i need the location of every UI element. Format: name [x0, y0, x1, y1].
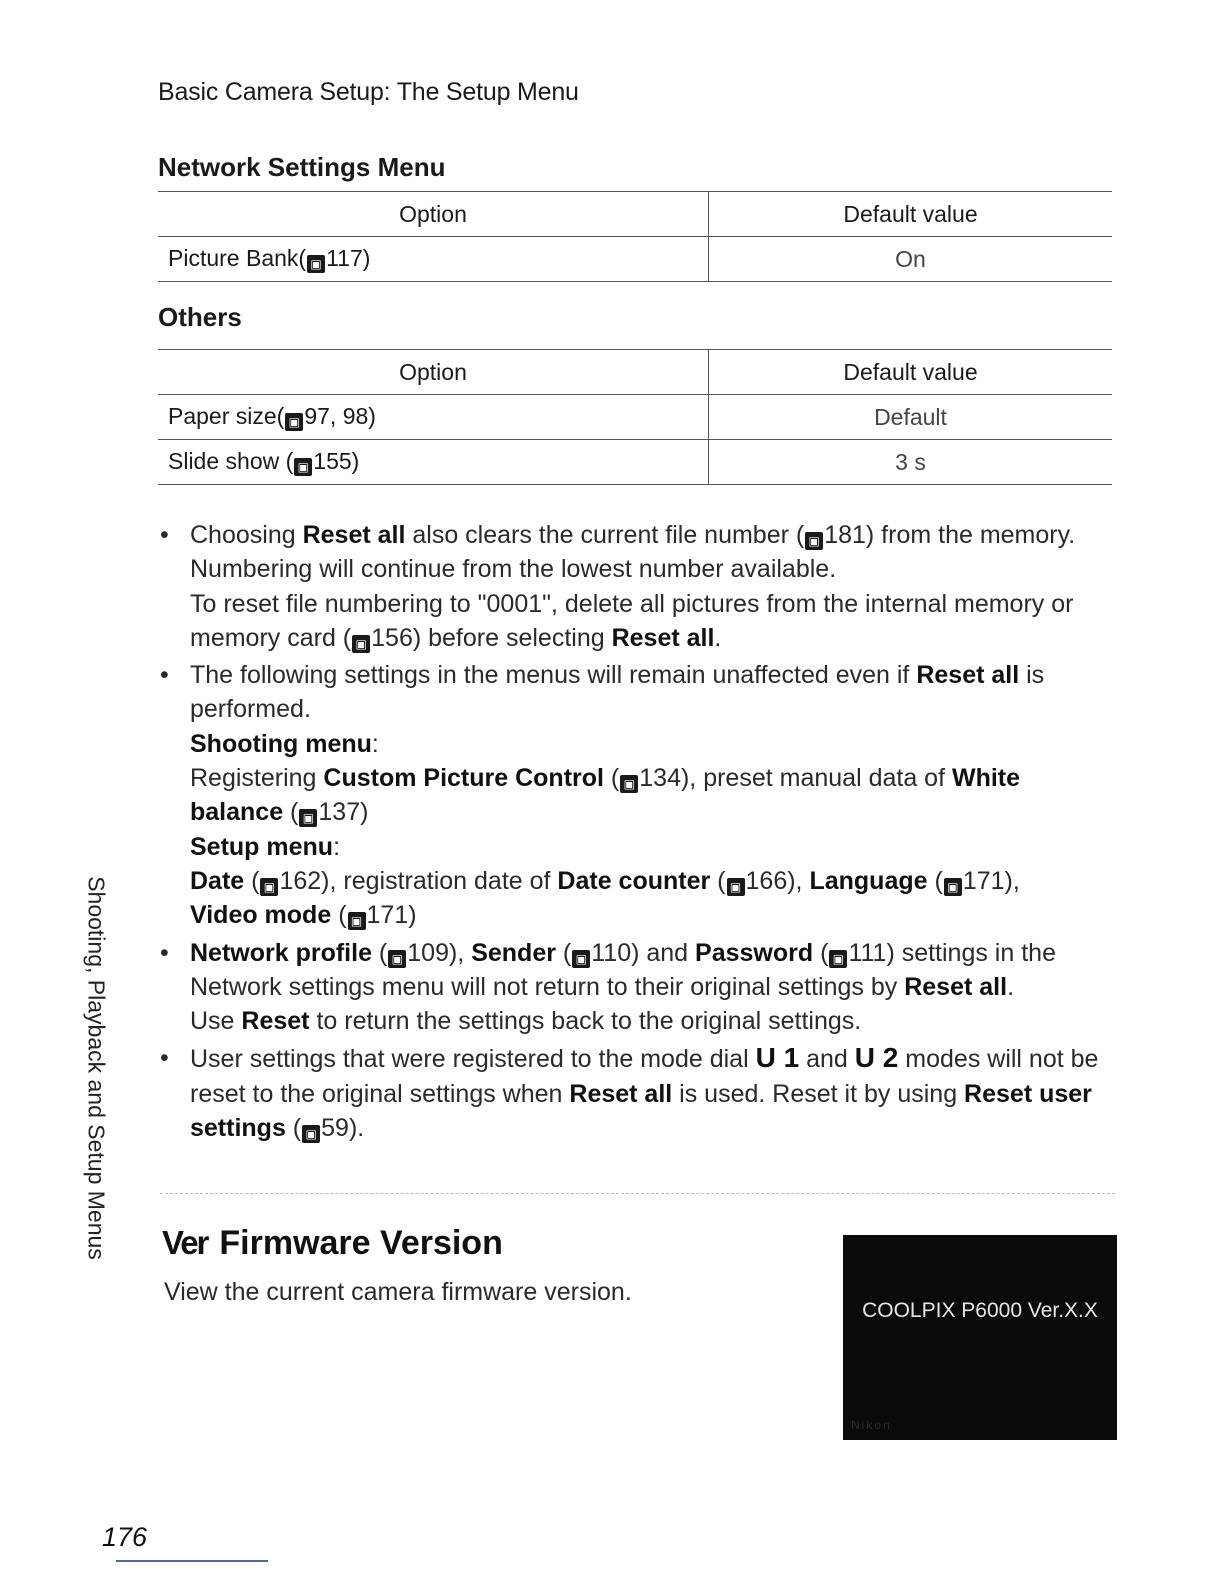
column-header-default: Default value	[709, 350, 1113, 395]
page-reference-icon: ▣	[307, 255, 325, 273]
page-reference-icon: ▣	[829, 950, 847, 968]
page-reference-icon: ▣	[944, 878, 962, 896]
section-divider	[160, 1193, 1115, 1194]
mode-dial-u1: U 1	[755, 1042, 800, 1074]
default-value-cell: Default	[709, 395, 1113, 440]
option-cell: Paper size( ▣ 97, 98)	[158, 395, 709, 440]
notes-list	[158, 518, 1118, 1148]
page-reference-icon: ▣	[572, 950, 590, 968]
section-sidebar-label: Shooting, Playback and Setup Menus	[83, 876, 110, 1260]
firmware-version-icon: Ver	[162, 1224, 208, 1261]
list-item: • User settings that were registered to the mode dial U 1 and U 2 modes will not be reset to the original settings when Reset all is used. Reset it by using Reset user settings ( ▣ 59).	[160, 1042, 1099, 1143]
bullet-icon: •	[160, 521, 169, 549]
default-value-cell: 3 s	[709, 440, 1113, 485]
page-reference-icon: ▣	[302, 1125, 320, 1143]
page-reference-icon: ▣	[348, 912, 366, 930]
option-cell: Slide show ( ▣ 155)	[158, 440, 709, 485]
firmware-version-readout: COOLPIX P6000 Ver.X.X	[862, 1299, 1098, 1322]
bullet-icon: •	[160, 1044, 169, 1073]
page-number: 176	[102, 1522, 148, 1552]
network-settings-table	[158, 191, 1112, 282]
bullet-icon: •	[160, 938, 169, 967]
bullet-icon: •	[160, 661, 169, 690]
table-row	[158, 237, 1112, 282]
page-reference-icon: ▣	[388, 950, 406, 968]
page-reference-icon: ▣	[260, 878, 278, 896]
brand-logo: Nikon	[851, 1418, 892, 1432]
mode-dial-u2: U 2	[854, 1042, 899, 1074]
list-item: • Network profile ( ▣ 109), Sender ( ▣ 110) and Password ( ▣ 111) settings in the Network settings menu will not return to their original settings by Reset all. Use Reset to return the settings back to the original settings.	[158, 936, 1118, 1039]
table-row	[158, 395, 1112, 440]
firmware-version-heading	[162, 1224, 503, 1263]
others-title: Others	[158, 302, 242, 332]
firmware-version-title: Firmware Version	[219, 1224, 503, 1262]
network-settings-title: Network Settings Menu	[158, 152, 446, 182]
camera-screen-image	[843, 1235, 1117, 1440]
table-row	[158, 440, 1112, 485]
page-header: Basic Camera Setup: The Setup Menu	[158, 78, 579, 106]
option-cell: Picture Bank( ▣ 117)	[158, 237, 709, 282]
table-header-row	[158, 192, 1112, 237]
page-reference-icon: ▣	[285, 413, 303, 431]
list-item: • The following settings in the menus will remain unaffected even if Reset all is performed. Shooting menu: Registering Custom Picture Control ( ▣ 134), preset manual data of White balance ( ▣ 137) Setup menu: Date ( ▣ 162), registration date of Date counter ( ▣ 166), Language ( ▣ 171), Video mode ( ▣ 171)	[158, 658, 1118, 932]
shooting-menu-label: Shooting menu	[190, 729, 372, 758]
page-reference-icon: ▣	[294, 458, 312, 476]
firmware-description: View the current camera firmware version.	[164, 1278, 632, 1306]
column-header-option: Option	[158, 192, 709, 237]
table-header-row	[158, 350, 1112, 395]
page-reference-icon: ▣	[620, 775, 638, 793]
column-header-default: Default value	[709, 192, 1113, 237]
page-reference-icon: ▣	[727, 878, 745, 896]
page-number-rule	[116, 1560, 268, 1562]
page-reference-icon: ▣	[805, 532, 823, 550]
setup-menu-label: Setup menu	[190, 832, 334, 861]
list-item: • Choosing Reset all also clears the current file number ( ▣ 181) from the memory. Numbering will continue from the lowest number available. To reset file numbering to "0001", delete all pictures from the internal memory or memory card ( ▣ 156) before selecting Reset all.	[158, 518, 1118, 655]
page-reference-icon: ▣	[299, 809, 317, 827]
page-reference-icon: ▣	[352, 635, 370, 653]
column-header-option: Option	[158, 350, 709, 395]
others-table	[158, 349, 1112, 485]
default-value-cell: On	[709, 237, 1113, 282]
